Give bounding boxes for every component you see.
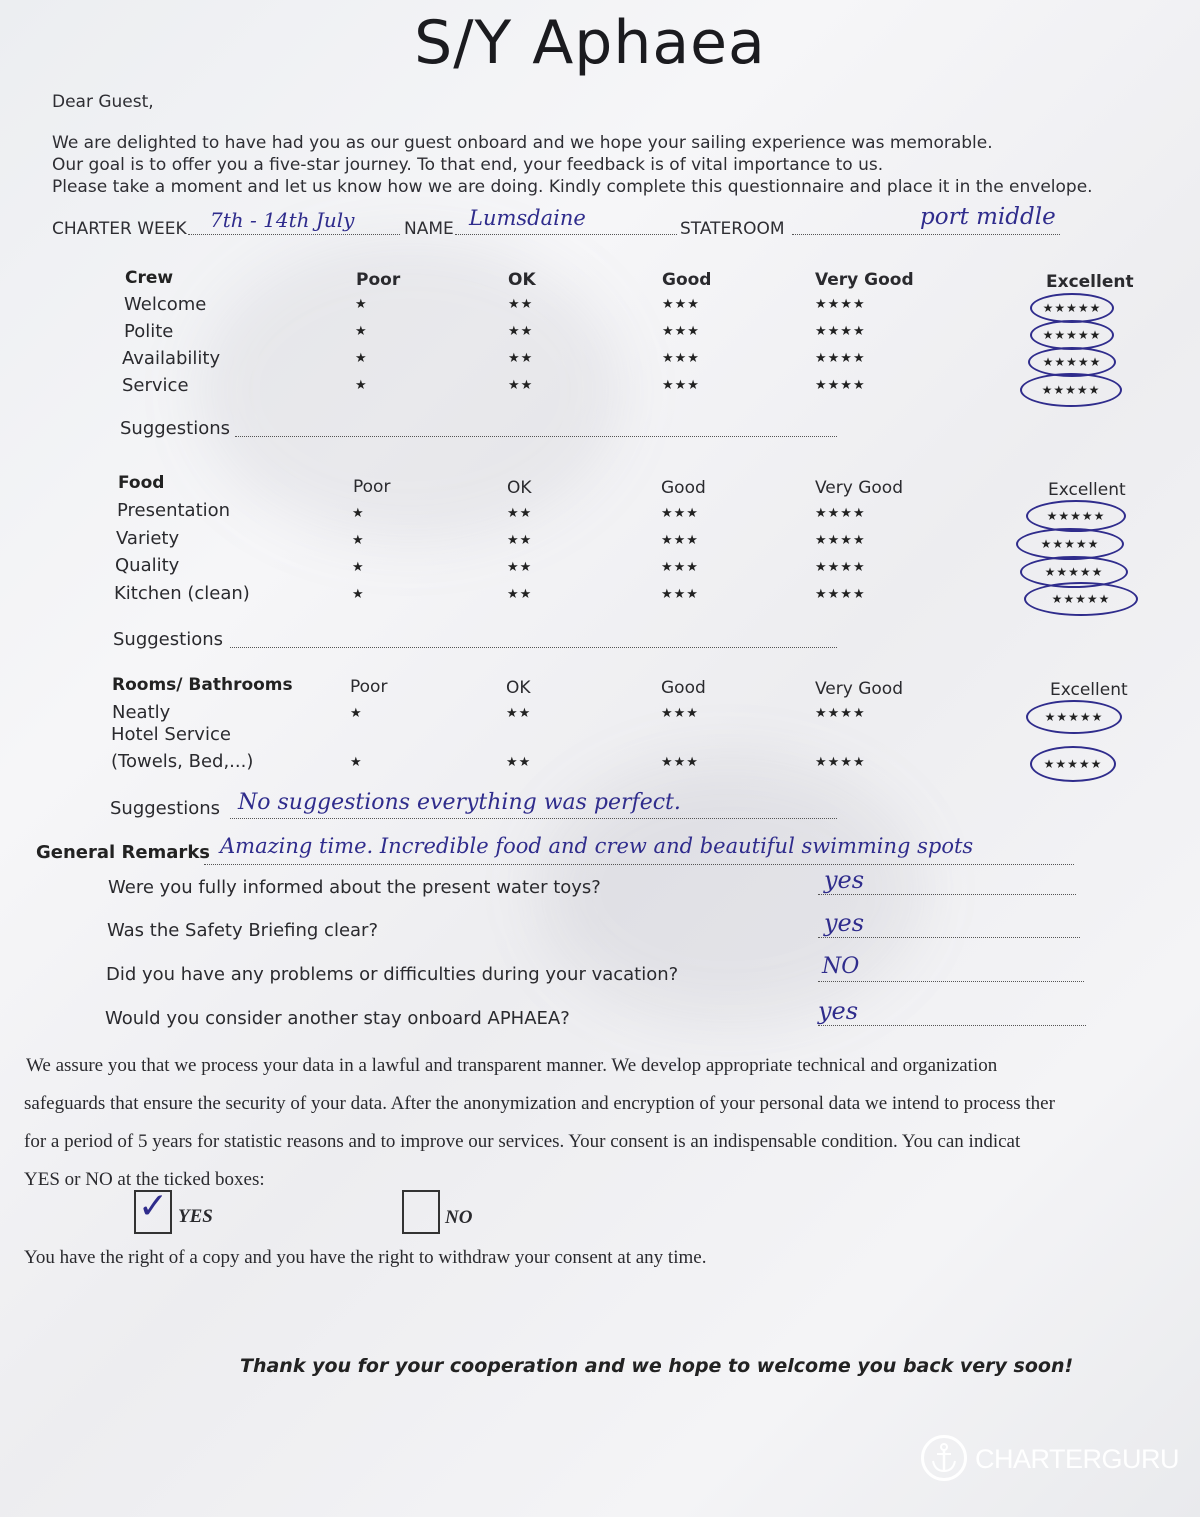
privacy-line: We assure you that we process your data in a lawful and transparent manner. We develop appropriate technical and organization	[26, 1055, 998, 1076]
anchor-icon	[921, 1435, 967, 1481]
page-title: S/Y Aphaea	[414, 8, 766, 78]
anchor-icon-shape	[929, 1442, 959, 1474]
rating-excellent-selected[interactable]: ★★★★★	[1030, 293, 1114, 323]
answer-problems: NO	[822, 954, 860, 979]
rating-poor[interactable]: ★	[352, 587, 365, 602]
food-item-presentation: Presentation	[117, 500, 231, 521]
column-good: Good	[661, 678, 706, 698]
rating-ok[interactable]: ★★	[506, 755, 532, 770]
name-label: NAME	[404, 219, 454, 239]
food-item-quality: Quality	[115, 555, 180, 576]
column-ok: OK	[508, 270, 536, 290]
crew-item-availability: Availability	[122, 348, 221, 369]
name-value: Lumsdaine	[469, 206, 586, 230]
rating-very-good[interactable]: ★★★★	[815, 351, 866, 366]
food-item-kitchen: Kitchen (clean)	[114, 583, 250, 604]
question-another-stay: Would you consider another stay onboard APHAEA?	[105, 1008, 570, 1029]
stateroom-label: STATEROOM	[680, 219, 785, 239]
rating-poor[interactable]: ★	[352, 560, 365, 575]
answer-field[interactable]	[818, 997, 1086, 1026]
rating-ok[interactable]: ★★	[508, 351, 534, 366]
rating-excellent-selected[interactable]: ★★★★★	[1026, 500, 1126, 532]
crew-item-welcome: Welcome	[124, 294, 207, 315]
consent-yes-label: YES	[178, 1206, 213, 1227]
rating-ok[interactable]: ★★	[508, 378, 534, 393]
rating-good[interactable]: ★★★	[661, 755, 699, 770]
rating-good[interactable]: ★★★	[661, 587, 699, 602]
rooms-suggestions-label: Suggestions	[110, 798, 220, 819]
rating-very-good[interactable]: ★★★★	[815, 560, 866, 575]
charter-week-label: CHARTER WEEK	[52, 219, 187, 239]
column-very-good: Very Good	[815, 679, 903, 699]
rating-very-good[interactable]: ★★★★	[815, 706, 866, 721]
rating-good[interactable]: ★★★	[662, 324, 700, 339]
column-poor: Poor	[353, 477, 391, 497]
rating-poor[interactable]: ★	[355, 351, 368, 366]
rating-ok[interactable]: ★★	[508, 324, 534, 339]
crew-suggestions-label: Suggestions	[120, 418, 230, 439]
rooms-section-title: Rooms/ Bathrooms	[112, 675, 293, 695]
rating-ok[interactable]: ★★	[507, 587, 533, 602]
consent-yes-checkbox[interactable]	[134, 1186, 172, 1234]
stateroom-value: port middle	[920, 204, 1056, 230]
rating-ok[interactable]: ★★	[506, 706, 532, 721]
charter-week-field[interactable]	[188, 210, 400, 235]
answer-field[interactable]	[818, 909, 1080, 938]
privacy-line: YES or NO at the ticked boxes:	[24, 1169, 265, 1190]
rating-good[interactable]: ★★★	[661, 706, 699, 721]
rating-good[interactable]: ★★★	[661, 560, 699, 575]
rating-very-good[interactable]: ★★★★	[815, 378, 866, 393]
intro-line: Our goal is to offer you a five-star journey. To that end, your feedback is of vital importance to us.	[52, 155, 884, 175]
column-very-good: Very Good	[815, 478, 903, 498]
rooms-item-neatly: Neatly	[112, 702, 171, 723]
rating-excellent-selected[interactable]: ★★★★★	[1020, 373, 1122, 407]
crew-suggestions-field[interactable]	[235, 418, 837, 437]
rating-ok[interactable]: ★★	[507, 506, 533, 521]
thank-you-text: Thank you for your cooperation and we hope to welcome you back very soon!	[240, 1355, 1074, 1377]
rights-text: You have the right of a copy and you have the right to withdraw your consent at any time.	[24, 1247, 707, 1268]
answer-water-toys: yes	[824, 866, 865, 894]
column-ok: OK	[507, 478, 532, 498]
rating-ok[interactable]: ★★	[508, 297, 534, 312]
privacy-line: for a period of 5 years for statistic reasons and to improve our services. Your consent is an indispensable condition. You can indicat	[24, 1131, 1021, 1152]
general-remarks-label: General Remarks	[36, 842, 210, 863]
rooms-suggestions-field[interactable]	[230, 790, 837, 819]
intro-line: Please take a moment and let us know how we are doing. Kindly complete this questionnaire and place it in the envelope.	[52, 177, 1093, 197]
charter-week-value: 7th - 14th July	[210, 208, 355, 232]
rating-ok[interactable]: ★★	[507, 560, 533, 575]
consent-no-label: NO	[445, 1207, 473, 1228]
rating-excellent-selected[interactable]: ★★★★★	[1030, 320, 1114, 350]
column-good: Good	[661, 478, 706, 498]
rating-excellent-selected[interactable]: ★★★★★	[1028, 347, 1116, 377]
rating-poor[interactable]: ★	[350, 755, 363, 770]
rating-excellent-selected[interactable]: ★★★★★	[1026, 700, 1122, 734]
food-suggestions-label: Suggestions	[113, 629, 223, 650]
rating-very-good[interactable]: ★★★★	[815, 506, 866, 521]
rating-excellent-selected[interactable]: ★★★★★	[1024, 582, 1138, 616]
general-remarks-value: Amazing time. Incredible food and crew and beautiful swimming spots	[220, 834, 974, 858]
column-very-good: Very Good	[815, 270, 914, 290]
rating-poor[interactable]: ★	[355, 378, 368, 393]
greeting: Dear Guest,	[52, 92, 154, 112]
column-excellent: Excellent	[1050, 680, 1128, 700]
column-poor: Poor	[356, 270, 401, 290]
food-section-title: Food	[118, 473, 165, 493]
rating-poor[interactable]: ★	[352, 533, 365, 548]
rating-good[interactable]: ★★★	[662, 351, 700, 366]
checkmark-icon: ✓	[138, 1186, 169, 1227]
rating-poor[interactable]: ★	[350, 706, 363, 721]
column-excellent: Excellent	[1046, 272, 1134, 292]
column-ok: OK	[506, 678, 531, 698]
column-poor: Poor	[350, 677, 388, 697]
intro-line: We are delighted to have had you as our guest onboard and we hope your sailing experience was memorable.	[52, 133, 993, 153]
crew-item-polite: Polite	[124, 321, 174, 342]
rating-good[interactable]: ★★★	[662, 378, 700, 393]
question-problems: Did you have any problems or difficulties during your vacation?	[106, 964, 679, 985]
answer-another-stay: yes	[818, 997, 859, 1025]
watermark-logo: CHARTERGURU	[975, 1444, 1180, 1474]
column-good: Good	[662, 270, 712, 290]
answer-field[interactable]	[818, 954, 1084, 982]
rating-poor[interactable]: ★	[355, 297, 368, 312]
rating-poor[interactable]: ★	[355, 324, 368, 339]
column-excellent: Excellent	[1048, 480, 1126, 500]
consent-no-checkbox[interactable]	[402, 1190, 440, 1234]
food-item-variety: Variety	[116, 528, 180, 549]
rooms-suggestions-value: No suggestions everything was perfect.	[238, 790, 681, 815]
crew-section-title: Crew	[125, 268, 174, 288]
rating-very-good[interactable]: ★★★★	[815, 324, 866, 339]
rating-very-good[interactable]: ★★★★	[815, 297, 866, 312]
answer-field[interactable]	[818, 866, 1076, 895]
food-suggestions-field[interactable]	[230, 629, 837, 648]
rating-good[interactable]: ★★★	[661, 506, 699, 521]
stateroom-field[interactable]	[792, 204, 1060, 235]
rating-ok[interactable]: ★★	[507, 533, 533, 548]
question-water-toys: Were you fully informed about the present water toys?	[108, 877, 601, 898]
rating-very-good[interactable]: ★★★★	[815, 587, 866, 602]
rating-good[interactable]: ★★★	[661, 533, 699, 548]
rating-very-good[interactable]: ★★★★	[815, 755, 866, 770]
rating-good[interactable]: ★★★	[662, 297, 700, 312]
rating-excellent-selected[interactable]: ★★★★★	[1020, 556, 1128, 588]
answer-safety-briefing: yes	[824, 909, 865, 937]
rating-very-good[interactable]: ★★★★	[815, 533, 866, 548]
rooms-item-towels-bed: (Towels, Bed,...)	[111, 751, 254, 772]
crew-item-service: Service	[122, 375, 189, 396]
rating-poor[interactable]: ★	[352, 506, 365, 521]
name-field[interactable]	[455, 206, 677, 235]
rooms-item-hotel-service: Hotel Service	[111, 724, 231, 745]
privacy-line: safeguards that ensure the security of your data. After the anonymization and encryption of your personal data we intend to process ther	[24, 1093, 1055, 1114]
rating-excellent-selected[interactable]: ★★★★★	[1030, 746, 1116, 782]
question-safety-briefing: Was the Safety Briefing clear?	[107, 920, 379, 941]
general-remarks-field[interactable]	[204, 834, 1074, 865]
rating-excellent-selected[interactable]: ★★★★★	[1016, 528, 1124, 560]
photo-shadow	[200, 240, 620, 540]
